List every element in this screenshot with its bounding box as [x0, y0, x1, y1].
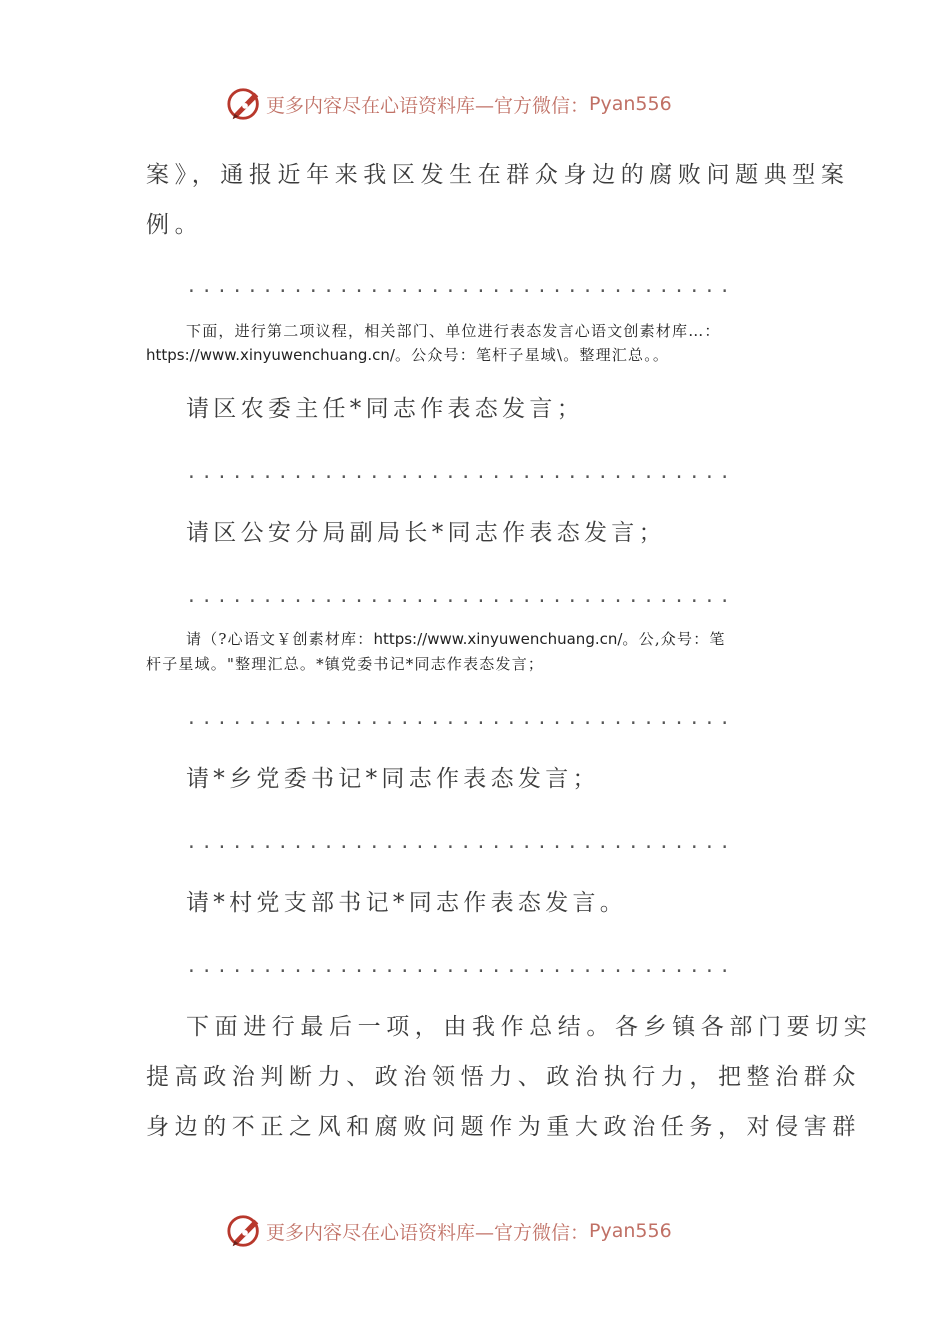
ellipsis-separator: .................................... — [186, 832, 735, 853]
footer-banner — [226, 1211, 672, 1251]
agenda-line: 下面，进行第二项议程，相关部门、单位进行表态发言心语文创素材库…： — [186, 322, 721, 340]
header-banner — [226, 84, 672, 124]
ellipsis-separator: .................................... — [186, 708, 735, 729]
speaker3-url: https://www.xinyuwenchuang.cn/ — [373, 630, 623, 648]
ellipsis-separator: .................................... — [186, 462, 735, 483]
ellipsis-separator: .................................... — [186, 956, 735, 977]
summary-line: 身边的不正之风和腐败问题作为重大政治任务，对侵害群 — [146, 1114, 861, 1140]
speaker-line: 请区农委主任*同志作表态发言； — [186, 396, 584, 422]
banner-text: 更多内容尽在心语资料库—官方微信： — [266, 1221, 590, 1244]
paragraph-line: 例。 — [146, 212, 204, 238]
pen-logo-icon — [226, 1212, 264, 1250]
agenda-url: https://www.xinyuwenchuang.cn/ — [146, 346, 395, 364]
banner-text: 更多内容尽在心语资料库—官方微信： — [266, 94, 590, 117]
speaker-line: 请*乡党委书记*同志作表态发言； — [186, 766, 600, 792]
speaker-line — [186, 627, 726, 651]
summary-line: 下面进行最后一项，由我作总结。各乡镇各部门要切实 — [186, 1014, 873, 1040]
pen-logo-icon — [226, 85, 264, 123]
speaker-line: 请区公安分局副局长*同志作表态发言； — [186, 520, 666, 546]
banner-wechat-id: Pyan556 — [589, 1220, 672, 1242]
paragraph-line: 案》，通报近年来我区发生在群众身边的腐败问题典型案 — [146, 162, 850, 188]
agenda-line-rest: 。公众号：笔杆子星域\。整理汇总。。 — [394, 346, 670, 364]
speaker3-prefix: 请（?心语文￥创素材库： — [186, 630, 374, 648]
agenda-line — [146, 343, 669, 367]
ellipsis-separator: .................................... — [186, 276, 735, 297]
speaker-line: 杆子星域。"整理汇总。*镇党委书记*同志作表态发言； — [146, 655, 545, 673]
speaker3-suffix: 。公,众号：笔 — [622, 630, 726, 648]
banner-wechat-id: Pyan556 — [589, 93, 672, 115]
speaker-line: 请*村党支部书记*同志作表态发言。 — [186, 890, 628, 916]
summary-line: 提高政治判断力、政治领悟力、政治执行力，把整治群众 — [146, 1064, 861, 1090]
ellipsis-separator: .................................... — [186, 586, 735, 607]
